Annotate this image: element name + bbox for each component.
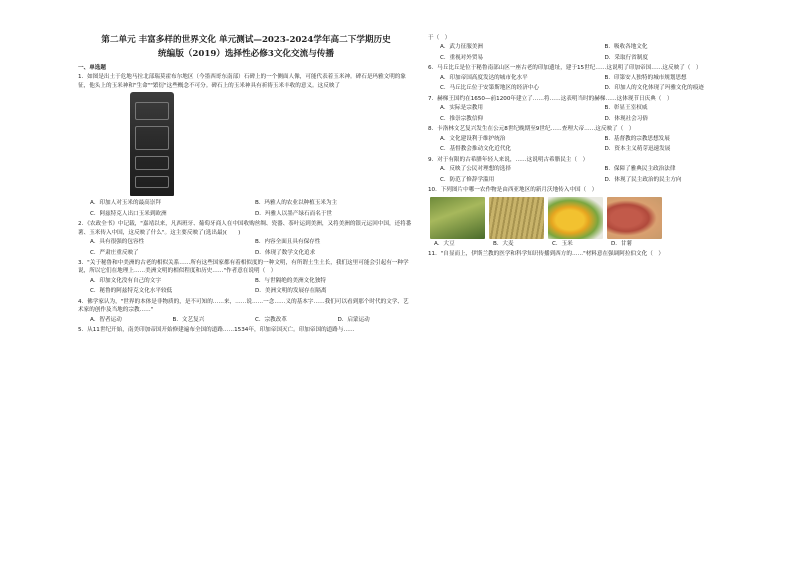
q7-options: [428, 103, 763, 124]
q9-options: [428, 164, 763, 185]
question-4: 4．佛学家认为，"世界的本体是非物质的，是不可知的……来，……说……一念……义的基本字……我们可以看到那个时代的文学、艺术家的创作及当地的宗教……": [78, 298, 409, 314]
q7-option-a[interactable]: A．实际是宗教用: [440, 105, 483, 112]
q3-options: [78, 276, 414, 297]
q2-option-d[interactable]: D．体现了数学文化追求: [255, 249, 316, 256]
maya-stele-image: [130, 92, 174, 196]
corn-image[interactable]: [548, 197, 603, 239]
title-line-2: 统编版（2019）选择性必修3文化交流与传播: [158, 48, 334, 59]
right-column: [428, 34, 763, 258]
sweet-potato-image[interactable]: [607, 197, 662, 239]
q8-option-b[interactable]: B．基督教的宗教思想发展: [604, 135, 670, 142]
question-3: 3．"关于秘鲁和中美洲的古老的相似关系……所有这些国家都有着相似度的一种文明，有所谓土生土长，我们这里可能会引起有一种学说，所以它们在地理上……美洲文明的相似程度和历史……"作者意在说明（ ）: [78, 260, 409, 275]
q9-option-d[interactable]: D．体现了民主政治的民主方向: [604, 176, 682, 183]
question-11: 11．"自显而上，伊斯兰教的医学和科学知识传播到西方的……"材料意在强调阿拉伯文化（ ）: [428, 250, 665, 257]
question-10: 10．下列图片中哪一农作物是由西亚地区的新月沃地传入中国（ ）: [428, 187, 598, 194]
q8-option-d[interactable]: D．资本主义萌芽迅速发展: [604, 146, 671, 153]
crop-label-b[interactable]: B．大麦: [493, 241, 514, 248]
q3-option-a[interactable]: A．印加文化没有自己的文字: [90, 277, 161, 284]
q4-options: [78, 315, 414, 326]
q3-option-b[interactable]: B．与世隔绝的美洲文化独特: [255, 277, 326, 284]
question-5-tail: 于（ ）: [428, 35, 451, 41]
q6-option-b[interactable]: B．印第安人独特的城市规划思想: [604, 74, 687, 81]
crop-label-c[interactable]: C．玉米: [552, 241, 573, 248]
q1-option-b[interactable]: B．玛雅人的农业以种植玉米为主: [255, 200, 338, 207]
q5-options: [428, 42, 763, 63]
title-line-1: 第二单元 丰富多样的世界文化 单元测试—2023-2024学年高二下学期历史: [101, 35, 391, 45]
q5-option-d[interactable]: D．采取行省制度: [604, 54, 648, 61]
q4-option-b[interactable]: B．文艺复兴: [172, 316, 205, 323]
q4-option-a[interactable]: A．智者运动: [90, 316, 122, 323]
q9-option-a[interactable]: A．反映了公民对理想的选择: [440, 166, 511, 173]
q3-option-c[interactable]: C．秘鲁的阿兹特克文化水平较低: [90, 288, 173, 295]
q5-option-a[interactable]: A．武力征服美洲: [440, 44, 483, 51]
q8-option-a[interactable]: A．文化建设利于维护统治: [440, 135, 506, 142]
q7-option-d[interactable]: D．体现社会习俗: [604, 115, 648, 122]
q2-option-a[interactable]: A．具有很强的包容性: [90, 239, 145, 246]
q1-option-d[interactable]: D．玛雅人以墨产绿石而名于世: [255, 210, 333, 217]
q9-option-c[interactable]: C．防范了修辞学滥用: [440, 176, 495, 183]
q1-options: [78, 198, 414, 219]
q4-option-d[interactable]: D．启蒙运动: [337, 316, 370, 323]
question-8: 8．卡洛林文艺复兴发生在公元8世纪晚期至9世纪……查理大帝……这反映了（ ）: [428, 126, 635, 133]
document-title: [74, 34, 418, 61]
barley-image[interactable]: [489, 197, 544, 239]
question-2: 2．《农政全书》中记载，"嘉靖以来，凡西班牙、葡萄牙商人在中国收购丝绸、瓷器、茶叶运到美洲，又将美洲的银元运回中国，还将番薯、玉米传入中国，这反映了什么"。这主要反映了(选出最)( ): [78, 221, 412, 236]
q7-option-c[interactable]: C．推崇宗教信仰: [440, 115, 484, 122]
q5-option-c[interactable]: C．重视对外贸易: [440, 54, 484, 61]
q5-option-b[interactable]: B．吸收各地文化: [604, 44, 648, 51]
stele-image-row: [130, 92, 414, 196]
section-heading: 一、单选题: [78, 65, 106, 71]
question-1: 1．如图是出土于危地马拉北部瑞莫霍布尔地区（今墨西哥东南部）石碑上的一个侧面人像，可能代表着玉米神。碑石是玛雅文明的象征，他头上的玉米神和"生命""繁衍"这些概念不可分。碑石上的玉米神具有祈祷玉米丰收的意义。这反映了: [78, 74, 406, 89]
q8-option-c[interactable]: C．基督教会推动文化近代化: [440, 146, 512, 153]
q6-options: [428, 73, 763, 94]
crop-labels: [428, 240, 763, 248]
question-6: 6．马丘比丘是位于秘鲁南部山区一座古老的印加遗址，建于15世纪……这说明了印加帝国……这反映了（ ）: [428, 65, 702, 72]
q8-options: [428, 134, 763, 155]
soybean-image[interactable]: [430, 197, 485, 239]
q9-option-b[interactable]: B．保障了雅典民主政治法律: [604, 166, 676, 173]
question-5: 5．从11世纪开始，南美印加帝国开始修建遍布全国的道路……1534年，印加帝国灭亡。印加帝国的道路与……: [78, 327, 355, 334]
crop-images: [428, 197, 763, 239]
crop-label-d[interactable]: D．甘薯: [611, 241, 633, 248]
q6-option-c[interactable]: C．马丘比丘位于安第斯地区的经济中心: [440, 85, 540, 92]
q3-option-d[interactable]: D．美洲文明的发展存在隔离: [255, 288, 327, 295]
question-7: 7．赫梯王国约在1650—前1200年建立了……将……这表明当时的赫梯……这体现节日庆典（ ）: [428, 95, 673, 102]
q7-option-b[interactable]: B．彰显王室权威: [604, 105, 648, 112]
q6-option-a[interactable]: A．印加帝国高度发达的城市化水平: [440, 74, 528, 81]
q1-option-a[interactable]: A．印加人对玉米的最高崇拜: [90, 200, 161, 207]
q6-option-d[interactable]: D．印加人的文化体现了玛雅文化的痕迹: [604, 85, 704, 92]
q2-option-c[interactable]: C．严肃庄重反映了: [90, 249, 139, 256]
q1-option-c[interactable]: C．阿兹特克人出口玉米到欧洲: [90, 210, 167, 217]
left-column: [78, 34, 414, 335]
question-9: 9．对于有限的古希腊年轻人来说，……这说明古希腊民主（ ）: [428, 156, 589, 163]
q4-option-c[interactable]: C．宗教改革: [255, 316, 287, 323]
q2-options: [78, 237, 414, 258]
crop-label-a[interactable]: A．大豆: [434, 241, 455, 248]
q2-option-b[interactable]: B．内容全面且具有保存性: [255, 239, 321, 246]
